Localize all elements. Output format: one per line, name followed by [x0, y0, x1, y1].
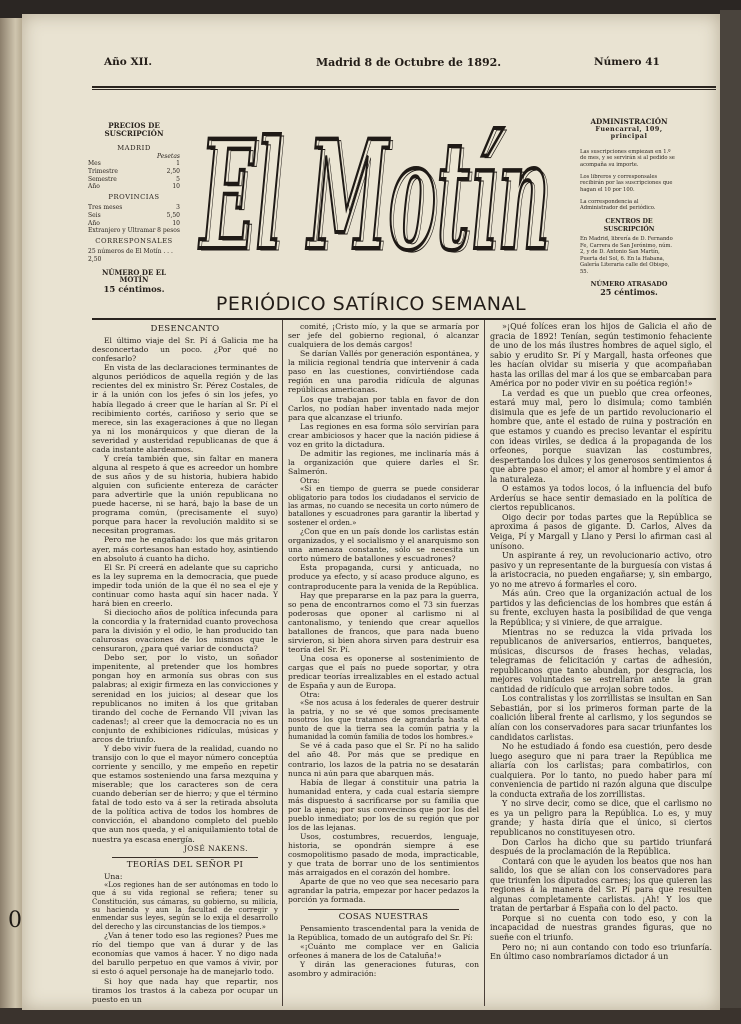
- back-issue-price: 25 céntimos.: [600, 287, 658, 298]
- article-title-teorias: TEORÍAS DEL SEÑOR PI: [126, 859, 244, 870]
- paragraph: La verdad es que un pueblo que crea orfeones, estará muy mal, pero lo disimula; como también disimula que es jefe de un partido revolucionario el hombre que, ante el estado de ruina y postración en que estamos y cuando es preciso levantar el espíritu con ideas viriles, se dedica á la propaganda de los orfeones, porque suavizan las costumbres, despertando los dulces y los generosos sentimientos á que abre paso el amor; el amor al hombre y el amor á la naturaleza.: [490, 388, 712, 484]
- price-row-label: Año: [88, 219, 100, 227]
- administration-address: Fuencarral, 109, principal: [595, 124, 663, 141]
- column-3-body: [490, 322, 712, 962]
- issue-number: Número 41: [594, 56, 660, 68]
- article-teorias-intro: [92, 872, 278, 881]
- corresponsales-text: 25 números de El Motín . . . 2,50: [88, 248, 173, 263]
- price-row: [88, 204, 180, 212]
- price-row: [88, 212, 180, 220]
- price-row-value: 5,50: [166, 211, 180, 219]
- paragraph: Esta propaganda, cursi y anticuada, no produce ya efecto, y sí acaso produce alguno, es contraproducente para la venida de la República.: [288, 563, 479, 591]
- price-row: [88, 176, 180, 184]
- issue-price-label: NÚMERO DE EL MOTÍN: [101, 267, 167, 285]
- paragraph: Se vé á cada paso que el Sr. Pí no ha salido del año 48. Por más que se predique en contrario, los lazos de la patria no se desatarán nunca ni aún para que abarquen más.: [288, 741, 479, 778]
- paragraph: Si dieciocho años de política infecunda para la concordia y la fraternidad cuanto provechosa para la división y el odio, le han producido tan calurosas ovaciones de los mismos que le censuraron, ¿para qué variar de conducta?: [92, 607, 278, 654]
- back-issue-label: NÚMERO ATRASADO: [590, 279, 668, 288]
- article-cosas-nuestras-body: [288, 924, 479, 978]
- column-2-body-2: [288, 527, 479, 690]
- paragraph: Una:: [104, 871, 123, 881]
- paragraph: El Sr. Pí creerá en adelante que su capricho es la ley suprema en la democracia, que puede impedir toda unión de la que él no sea el eje y continuar como hasta aquí sin hacer nada. Y hará bien en creerlo.: [92, 562, 278, 608]
- provincias-price-list: [88, 204, 180, 234]
- corresponsales-label: CORRESPONSALES: [95, 236, 173, 245]
- paragraph: Y debo vivir fuera de la realidad, cuando no transijo con lo que el mayor número conceptúa corriente y sencillo, y me empeño en repetir que estamos sosteniendo una farsa mezquina y miserable; que los caracteres son de cera cuando deberían ser de hierro; y que el término fatal de todo esto va á ser la retirada absoluta de la política activa de todos los hombres de convicción, el abandono completo del pueblo que aun nos queda, y el aniquilamiento total de nuestra ya escasa energía.: [92, 743, 278, 844]
- paragraph: Los que trabajan por tabla en favor de don Carlos, no podían haber inventado nada mejor para que alcanzase el triunfo.: [288, 394, 479, 422]
- price-row-value: 3: [176, 204, 180, 212]
- paragraph: Contará con que le ayuden los beatos que nos han salido, los que se alían con los conservadores para que triunfen los diputados carnes; los que quieren las regiones á la manera del Sr. Pí para que resulten algunas completamente carlistas. ¡Ah! Y los que tratan de pertarbar á España con lo del pacto.: [490, 856, 712, 914]
- price-row: [88, 227, 180, 235]
- label-otra-1: Otra:: [300, 476, 320, 486]
- issue-dateline: Madrid 8 de Octubre de 1892.: [316, 56, 502, 69]
- price-row-label: Mes: [88, 160, 101, 168]
- paragraph: Y dirán las generaciones futuras, con asombro y admiración:: [288, 959, 479, 978]
- price-row: [88, 168, 180, 176]
- paragraph: Una cosa es oponerse al sostenimiento de cargas que el país no puede soportar, y otra predicar teorías irrealizables en el estado actual de España y aun de Europa.: [288, 654, 479, 691]
- price-row-value: 10: [172, 183, 180, 191]
- column-2-body: [288, 322, 479, 476]
- subscription-box: [88, 122, 180, 294]
- paragraph: Y no sirve decir, como se dice, que el carlismo no es ya un peligro para la República. Lo es, y muy grande; y hasta diría que el único, si ciertos republicanos no constituyesen otro.: [490, 799, 712, 837]
- column-divider-2: [484, 320, 485, 1006]
- price-row-value: 5: [176, 175, 180, 183]
- paragraph: Hay que prepararse en la paz para la guerra, so pena de encontrarnos como el 73 sin fuerzas poderosas que oponer al carlismo ni al cantonalismo, y teniendo que crear aquellos batallones de francos, que para nada bueno sirvieron, si bien ahora sirven para destruir esa teoría del Sr. Pí.: [288, 590, 479, 654]
- paragraph: Los contralistas y los zorrillistas se insultan en San Sebastián, por si los primeros forman parte de la coalición liberal frente al carlismo, y los segundos se alían con los conservadores para sacar triunfantes los candidatos carlistas.: [490, 694, 712, 742]
- paragraph: Mientras no se reduzca la vida privada los republicanos de aniversarios, entierros, banquetes, músicas, discursos de frases hechas, veladas, telegramas de felicitación y cartas de adhesión, republicanos que tanto abundan, por desgracia, los mejores voluntades se estrellarán ante la gran cantidad de ridículo que arrojan sobre todos.: [490, 627, 712, 694]
- price-row-label: Año: [88, 183, 100, 191]
- price-row-label: Semestre: [88, 175, 117, 183]
- header-rule: [92, 86, 716, 88]
- scan-background-bottom: [0, 1008, 741, 1024]
- label-otra-2: Otra:: [300, 690, 320, 700]
- paragraph: No he estudiado á fondo esa cuestión, pero desde luego aseguro que ni para traer la República me aliaría con los carlistas; para combatirlos, con cualquiera. Por lo tanto, no puedo haber para mí conveniencia de partido ni razón alguna que disculpe la conducta extraña de los zorrillistas.: [490, 742, 712, 799]
- masthead-logo: [195, 108, 555, 283]
- previous-page-edge: [0, 18, 22, 1008]
- header-rule-thin: [92, 89, 716, 90]
- madrid-label: MADRID: [117, 144, 151, 153]
- paragraph: Las regiones en esa forma sólo servirían para crear ambiciosos y hacer que la nación pidiese á voz en grito la dictadura.: [288, 421, 479, 449]
- paragraph: La correspondencia al Administrador del periódico.: [580, 198, 656, 212]
- paragraph: «¡Cuánto me complace ver en Galicia orfeones á manera de los de Cataluña!»: [288, 941, 479, 960]
- price-row: [88, 220, 180, 228]
- centers-title: CENTROS DE SUSCRIPCIÓN: [603, 217, 655, 233]
- paragraph: En vista de las declaraciones terminantes de algunos periódicos de aquella región y de las recientes del ex ministro Sr. Pérez Costales, de ir á la unión con los jefes ó sin los jefes, yo había llegado á creer que le harían al Sr. Pí el recibimiento cortés, cariñoso y serio que se merece, sin las exageraciones á que no llegan ya ni los monárquicos y que dieran de la severidad y austeridad republicanas de que á cada instante alardeamos.: [92, 363, 278, 454]
- paragraph: Aparte de que no veo que sea necesario para agrandar la patria, empezar por hacer pedazos la porción ya formada.: [288, 877, 479, 905]
- quote-otra-2: «Se nos acusa á los federales de querer destruir la patria, y no se vé que somos precisamente nosotros los que tratamos de agrandarla hasta el punto de que la tierra sea la común patria y la humanidad la común familia de todos los hombres.»: [288, 699, 479, 741]
- article-teorias-body: [92, 931, 278, 1004]
- paragraph: Don Carlos ha dicho que su partido triunfará después de la proclamación de la República.: [490, 837, 712, 857]
- pesetas-label: Pesetas: [156, 152, 180, 160]
- paragraph: Pensamiento trascendental para la venida de la República, tomado de un autógrafo del Sr. Pí:: [288, 923, 479, 942]
- article-desencanto-body: [92, 336, 278, 844]
- column-2: [288, 322, 479, 978]
- administration-title: ADMINISTRACIÓN: [590, 117, 668, 126]
- paragraph: Oigo decir por todas partes que la República se aproxima á pasos de gigante. D. Carlos, Alves da Veiga, Pí y Margall y Llano y Persi lo afirman casi al unísono.: [490, 512, 712, 551]
- previous-page-fragment: 0: [8, 908, 22, 933]
- quote-otra-1: «Si en tiempo de guerra se puede considerar obligatorio para todos los ciudadanos el servicio de las armas, no cuando se necesita un corto número de batallones y escuadrones para garantir la libertad y sostener el orden.»: [288, 485, 479, 527]
- paragraph: Debo ser, por lo visto, un soñador impenitente, al pretender que los hombres pongan hoy en armonía sus obras con sus palabras; al exigir firmeza en las convicciones y serenidad en los juicios; al desear que los republicanos no imiten á los que gritaban tirando del coche de Fernando VII ¡vivan las cadenas!; al creer que la democracia no es un conjunto de exhibiciones ridículas, músicas y arcos de triunfo.: [92, 653, 278, 744]
- administration-notes: [580, 149, 678, 212]
- article-separator-2: [308, 909, 459, 910]
- paragraph: comité, ¡Cristo mío, y la que se armaría por ser jefe del gobierno regional, ó alcanzar cualquiera de los demás cargos!: [288, 322, 479, 350]
- masthead-subtitle: PERIÓDICO SATÍRICO SEMANAL: [215, 293, 527, 315]
- paragraph: Porque si no cuenta con todo eso, y con la incapacidad de nuestras grandes figuras, que no sueñe con el triunfo.: [490, 913, 712, 942]
- paragraph: ¿Con que en un país donde los carlistas están organizados, y el socialismo y el anarquismo son una amenaza constante, sólo se necesita un corto número de batallones y escuadrones?: [288, 527, 479, 564]
- paragraph: »¡Qué folíces eran los hijos de Galicia el año de gracia de 1892! Tenían, según testimonio fehaciente de uno de los más ilustres hombres de aquel siglo, el sabio y erudito Sr. Pí y Margall, hasta orfeones que les hacían olvidar su miseria y que acompañaban hasta las orillas del mar á los que se embarcaban para América por no poder vivir en su poética región!»: [490, 322, 712, 389]
- paragraph: Los libreros y corresponsales recibirán por las suscripciones que hagan el 10 por 100.: [580, 173, 673, 193]
- price-row-label: Tres meses: [88, 204, 123, 212]
- paragraph: Usos, costumbres, recuerdos, lenguaje, historia, se opondrán siempre á ese cosmopolitismo pasado de moda, impracticable, y que trata de borrar uno de los sentimientos más arraigados en el corazón del hombre.: [288, 832, 479, 878]
- article-separator: [112, 857, 258, 858]
- column-2-body-3: [288, 741, 479, 904]
- paragraph: El último viaje del Sr. Pí á Galicia me ha desconcertado un poco. ¿Por qué no confesarlo?: [92, 336, 278, 364]
- article-title-desencanto: DESENCANTO: [150, 324, 220, 334]
- price-row-label: Trimestre: [88, 167, 118, 175]
- masthead-title-shadow: El Motín: [201, 110, 553, 283]
- paragraph: Las suscripciones empiezan en 1.º de mes, y se servirán si al pedido se acompaña su importe.: [580, 148, 675, 168]
- price-row-value: 10: [172, 219, 180, 227]
- paragraph: De admitir las regiones, me inclinaría más á la organización que quiere darles el Sr. Salmerón.: [288, 448, 479, 476]
- paragraph: Si hoy que nada hay que repartir, nos tiramos los trastos á la cabeza por ocupar un puesto en un: [92, 976, 278, 1004]
- paragraph: O estamos ya todos locos, ó la influencia del bufo Arderíus se hace sentir demasiado en la política de ciertos republicanos.: [490, 484, 712, 513]
- article-signature: JOSÉ NAKENS.: [183, 843, 248, 853]
- provincias-label: PROVINCIAS: [108, 192, 160, 201]
- column-1: [92, 322, 278, 1004]
- issue-year: Año XII.: [104, 56, 153, 68]
- price-row-value: 1: [176, 160, 180, 168]
- paragraph: Se darían Vallés por generación espontánea, y la milicia regional tendría que intervenir á cada paso en las cuestiones, convirtiéndose cada región en una parodia ridícula de algunas repúblicas americanas.: [288, 349, 479, 395]
- column-3: [490, 322, 712, 962]
- paragraph: Un aspirante á rey, un revolucionario activo, otro pasivo y un representante de la burguesía con vistas á la aristocracia, no pueden engañarse; y, sin embargo, yo no me atrevo á formarles el coro.: [490, 551, 712, 589]
- paragraph: Había de llegar á constituir una patria la humanidad entera, y cada cual estaría siempre más dispuesto á sacrificarse por su familia que por la ajena; por sus convecinos que por los del pueblo inmediato; por los de su región que por los de las lejanas.: [288, 777, 479, 832]
- madrid-price-list: [88, 160, 180, 190]
- scan-background-right: [720, 10, 741, 1024]
- body-top-rule: [92, 318, 716, 320]
- administration-box: [580, 118, 678, 297]
- price-row-label: Extranjero y Ultramar: [88, 227, 156, 235]
- paragraph: Pero me he engañado: los que más gritaron ayer, más cortesanos han estado hoy, asintiendo en absoluto á cuanto ha dicho.: [92, 535, 278, 563]
- masthead-title: El Motín: [198, 108, 550, 283]
- price-row-value: 8 pesos: [157, 227, 180, 235]
- paragraph: Y creía también que, sin faltar en manera alguna al respeto á que es acreedor un hombre de sus años y de su historia, hubiera habido alguien con suficiente entereza de carácter para advertirle que la unión republicana no puede hacerse, ni se hará, bajo la base de un programa común, (precisamente el suyo) porque para hacer la revolución maldito si se necesitan programas.: [92, 453, 278, 536]
- subscription-title: PRECIOS DE SUSCRIPCIÓN: [104, 121, 164, 138]
- paragraph: ¿Van á tener todo eso las regiones? Pues me río del tiempo que van á durar y de las economías que vamos á hacer. Y no digo nada del barullo perpetuo en que vamos á vivir, por si esto ó aquel personaje ha de manejarlo todo.: [92, 931, 278, 977]
- centers-text: En Madrid, librería de D. Fernando Fe, Carrera de San Jerónimo, núm. 2, y de D. Antonio San Martín, Puerta del Sol, 6. En la Habana, Galería Literaria calle del Obispo, 55.: [580, 236, 673, 276]
- price-row: [88, 183, 180, 191]
- price-row: [88, 160, 180, 168]
- issue-price: 15 céntimos.: [103, 284, 165, 295]
- price-row-label: Seis: [88, 211, 101, 219]
- paragraph: Más aún. Creo que la organización actual de los partidos y las deficiencias de los hombres que están á su frente, excluyen hasta la posibilidad de que venga la República; y si viniere, de que arraigue.: [490, 589, 712, 627]
- price-row-value: 2,50: [166, 167, 180, 175]
- article-teorias-quote: «Los regiones han de ser autónomas en todo lo que á su vida regional se refiera; tener su Constitución, sus cámaras, su gobierno, su milicia, su hacienda y aun la facultad de corregir y enmendar sus leyes, según se lo exija el desarrollo del derecho y las circunstancias de los tiempos.»: [92, 880, 278, 931]
- column-divider-1: [282, 320, 283, 1006]
- paragraph: Pero no; ni aun contando con todo eso triunfaría. En último caso nombraríamos dictador á un: [490, 942, 712, 962]
- article-title-cosas-nuestras: COSAS NUESTRAS: [338, 911, 429, 922]
